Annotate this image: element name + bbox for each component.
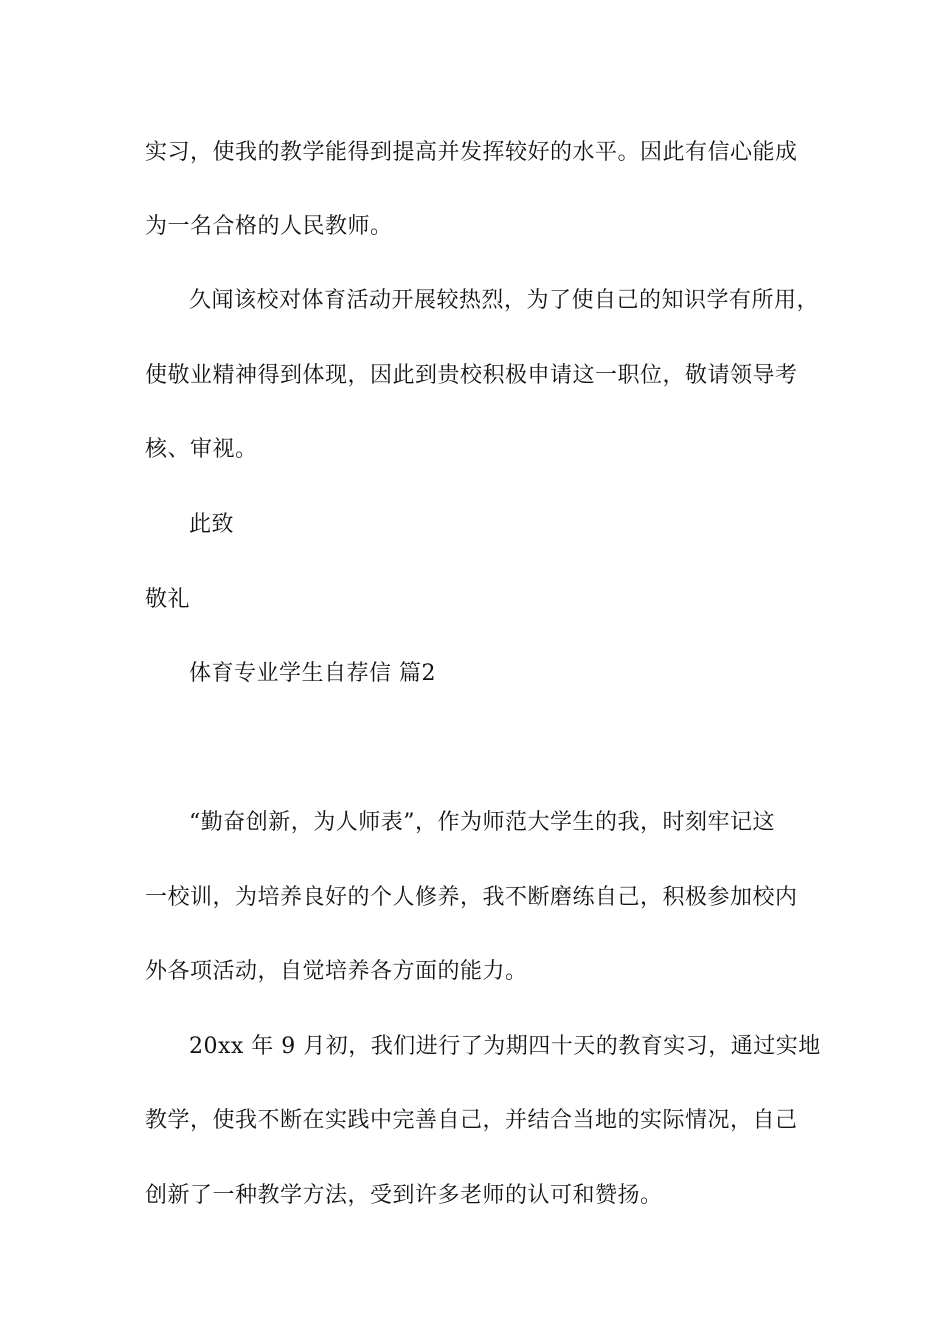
paragraph-line: 一校训，为培养良好的个人修养，我不断磨练自己，积极参加校内: [145, 885, 798, 910]
paragraph-line: 实习，使我的教学能得到提高并发挥较好的水平。因此有信心能成: [145, 140, 798, 165]
paragraph-line: 20xx 年 9 月初，我们进行了为期四十天的教育实习，通过实地: [189, 1034, 821, 1059]
section-title: 体育专业学生自荐信 篇2: [189, 661, 436, 686]
closing-salutation: 此致: [189, 512, 235, 537]
paragraph-line: 久闻该校对体育活动开展较热烈，为了使自己的知识学有所用，: [189, 288, 820, 313]
closing-regards: 敬礼: [145, 587, 191, 612]
paragraph-line: 核、审视。: [145, 437, 258, 462]
paragraph-line: “勤奋创新，为人师表”，作为师范大学生的我，时刻牢记这: [189, 810, 775, 835]
paragraph-line: 为一名合格的人民教师。: [145, 214, 393, 239]
paragraph-line: 使敬业精神得到体现，因此到贵校积极申请这一职位，敬请领导考: [145, 363, 798, 388]
paragraph-line: 创新了一种教学方法，受到许多老师的认可和赞扬。: [145, 1183, 663, 1208]
paragraph-line: 外各项活动，自觉培养各方面的能力。: [145, 959, 528, 984]
paragraph-line: 教学，使我不断在实践中完善自己，并结合当地的实际情况，自己: [145, 1108, 798, 1133]
